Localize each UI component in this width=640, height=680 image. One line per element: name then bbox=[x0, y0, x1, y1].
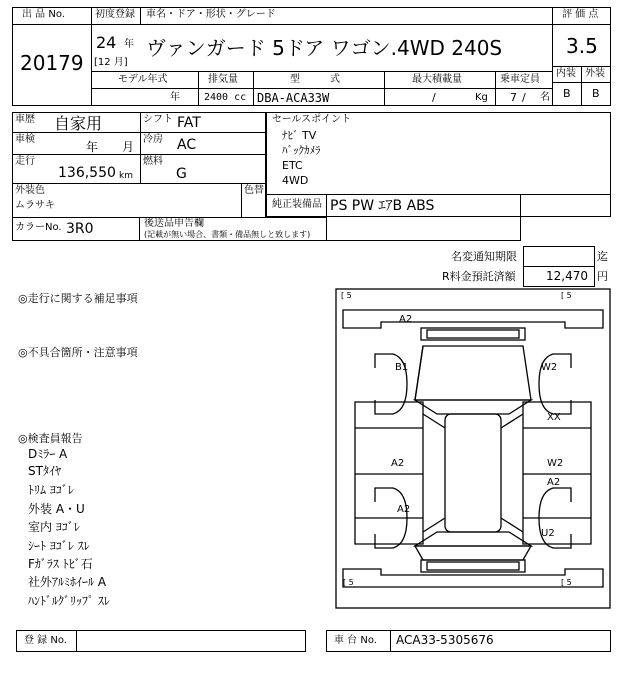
mark-right-rear: U2 bbox=[541, 528, 555, 539]
body-right-side bbox=[523, 402, 591, 544]
model-year-label: モデル年式 bbox=[118, 74, 168, 85]
selling-point-item: ﾊﾞｯｸｶﾒﾗ bbox=[282, 144, 321, 157]
mark-left-door: A2 bbox=[391, 458, 405, 469]
max-load-unit: Kg bbox=[475, 92, 488, 103]
inspector-item: STﾀｲﾔ bbox=[28, 464, 61, 478]
mark-front-left-fender: B1 bbox=[395, 362, 409, 373]
tag-bottom-right: [ 5 bbox=[561, 578, 572, 587]
mark-front-right-fender: W2 bbox=[541, 362, 558, 373]
mileage-label: 走行 bbox=[15, 156, 35, 167]
mark-right-upper: XX bbox=[547, 412, 561, 423]
genuine-extra-box bbox=[326, 216, 521, 241]
fuel-value: G bbox=[176, 166, 187, 182]
ext-color-value: ムラサキ bbox=[15, 200, 55, 211]
interior-grade: B bbox=[563, 87, 571, 100]
genuine-value: PS PW ｴｱB ABS bbox=[330, 198, 435, 214]
reg-year-unit: 年 bbox=[124, 39, 134, 50]
later-parts-label: 後送品申告欄 bbox=[144, 218, 204, 229]
recycle-value: 12,470 bbox=[546, 269, 588, 283]
ac-value: AC bbox=[177, 137, 197, 153]
tag-top-left: [ 5 bbox=[341, 291, 352, 300]
roof bbox=[445, 414, 501, 532]
shift-label: シフト bbox=[143, 114, 173, 125]
recycle-label: R料金預託済額 bbox=[442, 270, 516, 283]
mileage-unit: km bbox=[119, 171, 133, 181]
reg-month: [12 月] bbox=[94, 57, 128, 68]
selling-points-label: セールスポイント bbox=[272, 114, 352, 125]
displacement-label: 排気量 bbox=[208, 74, 238, 85]
mileage-value: 136,550 bbox=[58, 165, 116, 181]
model-code: DBA-ACA33W bbox=[257, 91, 330, 105]
color-no-label: カラーNo. bbox=[15, 222, 62, 233]
car-name: ヴァンガード 5ドア ワゴン.4WD 240S bbox=[146, 36, 503, 60]
mark-right-door-a: A2 bbox=[547, 477, 561, 488]
inspector-item: 室内 ﾖｺﾞﾚ bbox=[28, 520, 80, 534]
fuel-label: 燃料 bbox=[143, 156, 163, 167]
car-desc-label: 車名・ドア・形状・グレード bbox=[146, 9, 276, 20]
ext-color-label: 外装色 bbox=[15, 185, 45, 196]
inspector-item: ﾊﾝﾄﾞﾙｸﾞﾘｯﾌﾟ ｽﾚ bbox=[28, 594, 110, 608]
max-load-sep: / bbox=[432, 91, 436, 104]
exterior-label: 外装 bbox=[585, 68, 605, 79]
rating-value: 3.5 bbox=[566, 34, 598, 58]
reg-no-label: 登 録 No. bbox=[24, 635, 67, 646]
reg-year: 24 bbox=[96, 33, 117, 52]
first-reg-label: 初度登録 bbox=[95, 9, 135, 20]
chassis-value: ACA33-5305676 bbox=[396, 633, 494, 647]
car-diagram bbox=[335, 288, 611, 609]
driving-notes-label: ◎走行に関する補足事項 bbox=[18, 292, 138, 305]
ac-label: 冷房 bbox=[143, 134, 163, 145]
hood-outline bbox=[415, 346, 531, 400]
lot-number: 20179 bbox=[20, 51, 84, 75]
history-value: 自家用 bbox=[54, 114, 103, 133]
inspector-item: 社外ｱﾙﾐﾎｲｰﾙ A bbox=[28, 575, 107, 589]
displacement-value: 2400 cc bbox=[204, 92, 247, 103]
rating-label: 評 価 点 bbox=[562, 9, 599, 20]
color-change-label: 色替 bbox=[244, 185, 264, 196]
tag-bottom-left: [ 5 bbox=[343, 578, 354, 587]
capacity-label: 乗車定員 bbox=[500, 74, 540, 85]
selling-point-item: 4WD bbox=[282, 174, 309, 187]
max-load-label: 最大積載量 bbox=[412, 74, 462, 85]
inspector-item: 外装 A・U bbox=[28, 502, 85, 516]
selling-point-item: ETC bbox=[282, 159, 303, 172]
front-bumper-outline bbox=[343, 310, 603, 328]
inspector-label: ◎検査員報告 bbox=[18, 432, 83, 445]
shift-value: FAT bbox=[177, 115, 201, 131]
model-label: 型 式 bbox=[290, 74, 340, 85]
mark-left-rear: A2 bbox=[397, 504, 411, 515]
inspection-month: 月 bbox=[122, 140, 135, 154]
inspector-item: Fｶﾞﾗｽ ﾄﾋﾞ石 bbox=[28, 557, 93, 571]
selling-point-item: ﾅﾋﾞ TV bbox=[282, 129, 317, 142]
name-change-box bbox=[523, 246, 595, 267]
defects-label: ◎不具合箇所・注意事項 bbox=[18, 346, 138, 359]
later-parts-note: (記載が無い場合、書類・備品無しと致します) bbox=[144, 230, 311, 239]
history-label: 車歴 bbox=[15, 114, 35, 125]
color-no-value: 3R0 bbox=[66, 221, 94, 237]
chassis-label: 車 台 No. bbox=[334, 635, 377, 646]
inspection-label: 車検 bbox=[15, 134, 35, 145]
interior-label: 内装 bbox=[556, 68, 576, 79]
rear-glass bbox=[415, 532, 531, 546]
inspector-item: ﾄﾘﾑ ﾖｺﾞﾚ bbox=[28, 483, 74, 497]
name-change-unit: 迄 bbox=[597, 250, 608, 263]
lot-label: 出 品 No. bbox=[22, 9, 65, 20]
windshield bbox=[415, 400, 531, 414]
inspector-item: Dﾐﾗｰ A bbox=[28, 447, 68, 461]
mark-right-door-w: W2 bbox=[547, 458, 564, 469]
recycle-unit: 円 bbox=[597, 270, 608, 283]
exterior-grade: B bbox=[592, 87, 600, 100]
tailgate bbox=[415, 546, 531, 560]
mark-front-bumper: A2 bbox=[399, 314, 413, 325]
name-change-label: 名変通知期限 bbox=[451, 250, 517, 263]
inspector-item: ｼｰﾄ ﾖｺﾞﾚ ｽﾚ bbox=[28, 539, 90, 553]
body-left-side bbox=[355, 402, 423, 544]
capacity-value: 7 bbox=[510, 91, 517, 104]
inspection-year: 年 bbox=[86, 140, 99, 154]
tag-top-right: [ 5 bbox=[561, 291, 572, 300]
model-year-value: 年 bbox=[170, 92, 180, 103]
capacity-unit: 名 bbox=[540, 92, 550, 103]
capacity-sep: / bbox=[522, 91, 526, 104]
genuine-label: 純正装備品 bbox=[272, 199, 322, 210]
